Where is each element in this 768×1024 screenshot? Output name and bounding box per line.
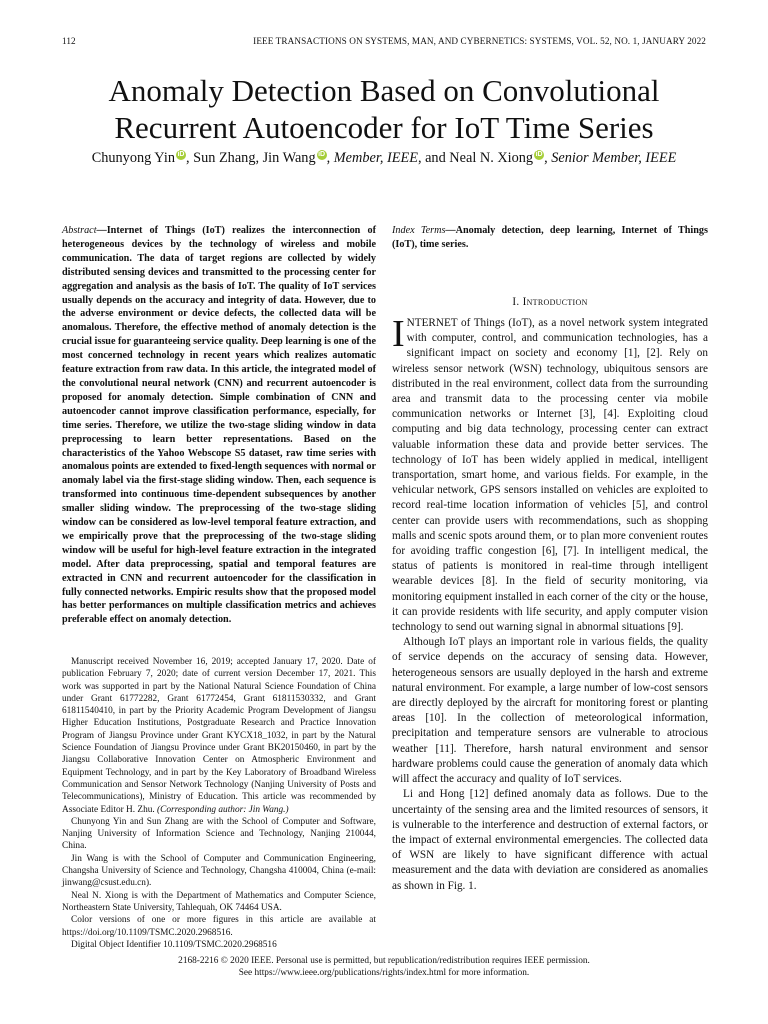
author-xiong: , and Neal N. Xiong <box>417 150 534 166</box>
abstract-text: —Internet of Things (IoT) realizes the interconnection of heterogeneous devices by the technology of wireless and mobile communication. The data of target regions are collected by widely distributed sensing devices and transmitted to the processing center for aggregation and analysis as the basis of IoT. The quality of IoT services usually depends on the accuracy and integrity of data. However, due to the adverse environment or device defects, the collected data will be anomalous. Therefore, the effective method of anomaly detection is the crucial issue for guaranteeing service quality. Deep learning is one of the most concerned technology in recent years which realizes automatic feature extraction from raw data. In this article, the integrated model of the convolutional neural network (CNN) and recurrent autoencoder is proposed for anomaly detection. Simple combination of CNN and autoencoder cannot improve classification performance, especially, for time series. Therefore, we utilize the two-stage sliding window in data preprocessing to learn better representations. Based on the characteristics of the Yahoo Webscope S5 dataset, raw time series with anomalous points are extended to fixed-length sequences with normal or anomaly label via the first-stage sliding window. Then, each sequence is transformed into continuous time-dependent subsequences by another smaller sliding window. The preprocessing of the two-stage sliding window can be considered as low-level temporal feature extraction, and we empirically prove that the preprocessing of the two-stage sliding window will be useful for high-level feature extraction in the integrated model. After data preprocessing, spatial and temporal features are extracted in CNN and recurrent autoencoder for the classification in fully connected networks. Empiric results show that the proposed model has better performances on multiple classification metrics and achieves preferable effect on anomaly detection. <box>62 225 376 626</box>
section-title: Introduction <box>522 296 588 308</box>
copyright-notice <box>62 955 706 980</box>
title-line-1: Anomaly Detection Based on Convolutional <box>108 73 660 108</box>
corresponding-author: (Corresponding author: Jin Wang.) <box>157 804 289 815</box>
footnote-affiliation-1: Chunyong Yin and Sun Zhang are with the School of Computer and Software, Nanjing University of Information Science and Technology, Nanjing 210044, China. <box>62 816 376 852</box>
running-header <box>62 36 706 50</box>
first-page-footnote <box>62 656 376 951</box>
introduction-body <box>392 313 708 894</box>
footnote-affiliation-2: Jin Wang is with the School of Computer and Communication Engineering, Changsha University of Science and Technology, Changsha 410004, China (e-mail: jinwang@csust.edu.cn). <box>62 853 376 889</box>
page-number: 112 <box>62 36 76 46</box>
author-list: Chunyong Yin iD , Sun Zhang, Jin Wang iD , Member, IEEE, and Neal N. Xiong iD , Senior Member, IEEE <box>91 150 677 166</box>
footnote-manuscript: Manuscript received November 16, 2019; accepted January 17, 2020. Date of publication February 7, 2020; date of current version December 17, 2021. This work was supported in part by the National Natural Science Foundation of China under Grant 61772282, Grant 61772454, Grant 61811530332, and Grant 61811540410, in part by the Priority Academic Program Development of Jiangsu Higher Education Institutions, Postgraduate Research and Practice Innovation Program of Jiangsu Province under Grant KYCX18_1032, in part by the Natural Science Foundation of Jiangsu Province under Grant BK20150460, in part by the Jiangsu Collaborative Innovation Center on Atmospheric Environment and Equipment Technology, and in part by the Key Laboratory of Broadband Wireless Communication and Sensor Network Technology (Nanjing University of Posts and Telecommunications), Ministry of Education. This article was recommended by Associate Editor H. Zhu. (Corresponding author: Jin Wang.) <box>62 657 376 815</box>
author-yin: Chunyong Yin <box>91 150 175 166</box>
abstract <box>62 224 376 627</box>
footnote-doi: Digital Object Identifier 10.1109/TSMC.2020.2968516 <box>71 939 277 950</box>
copyright-line-1: 2168-2216 © 2020 IEEE. Personal use is permitted, but republication/redistribution requires IEEE permission. <box>178 956 590 966</box>
intro-paragraph-1: INTERNET of Things (IoT), as a novel network system integrated with computer, control, and communication technologies, has a significant impact on society and economy [1], [2]. Rely on wireless sensor network (WSN) technology, ubiquitous sensors are distributed in the real environment, collect data from the surrounding area and transmit data to the processing center via mobile communication networks or Internet [3], [4]. Exploiting cloud computing and big data technology, processing center can extract valuable information these data and provide better services. The technology of IoT has been widely applied in medical, intelligent transportation, smart home, and various fields. For example, in the vehicular network, GPS sensors installed on vehicles are exploited to record real-time location information of vehicles [5], and control center can provide users with recommendations, such as shopping malls and scenic spots around them, or to plan more convenient routes for avoiding traffic congestion [6], [7]. In intelligent medical, the status of patients is monitored in real-time through intelligent wearable devices [8]. In the field of security monitoring, via monitoring equipment installed in each corner of the city or the house, it can provide residents with life security, and apply computer vision technology to send out warning signal in abnormal situations [9]. <box>392 313 708 634</box>
author-zhang-wang: , Sun Zhang, Jin Wang <box>185 150 316 166</box>
paper-title <box>40 72 728 146</box>
footnote-color-versions: Color versions of one or more figures in this article are available at https://doi.org/10.1109/TSMC.2020.2968516. <box>62 915 376 938</box>
orcid-icon[interactable]: iD <box>318 151 326 159</box>
index-terms <box>392 224 708 252</box>
intro-paragraph-3: Li and Hong [12] defined anomaly data as follows. Due to the uncertainty of the sensing area and the limited resources of sensors, it is vulnerable to the interference and destruction of external factors, or the impact of external environmental emergencies. The collected data of WSN are likely to have significant difference with actual measurement and the data with deviation are considered as anomalies as shown in Fig. 1. <box>392 788 708 892</box>
section-number: I. <box>512 296 523 308</box>
index-terms-label: Index Terms <box>392 225 446 236</box>
author-role-member: Member, IEEE <box>333 150 418 166</box>
orcid-icon[interactable]: iD <box>535 151 543 159</box>
footnote-affiliation-3: Neal N. Xiong is with the Department of Mathematics and Computer Science, Northeastern State University, Tahlequah, OK 74464 USA. <box>62 890 376 913</box>
intro-paragraph-2: Although IoT plays an important role in various fields, the quality of service depends on the accuracy of sensing data. However, heterogeneous sensors are usually deployed in the harsh and extreme natural environment. For example, a large number of low-cost sensors are directly deployed by the aircraft for monitoring forest or planting areas [10]. In the collection of meteorological information, precipitation and temperature sensors are vulnerable to atrocious weather [11]. Therefore, harsh natural environment and sensor hardware problems could cause the generation of anomaly data which will affect the accuracy and quality of IoT services. <box>392 636 708 786</box>
title-line-2: Recurrent Autoencoder for IoT Time Series <box>114 110 654 145</box>
drop-cap: I <box>392 313 405 355</box>
author-role-senior: Senior Member, IEEE <box>551 150 677 166</box>
journal-name: IEEE TRANSACTIONS ON SYSTEMS, MAN, AND CYBERNETICS: SYSTEMS, VOL. 52, NO. 1, JANUARY 2022 <box>253 36 706 46</box>
copyright-line-2: See https://www.ieee.org/publications/rights/index.html for more information. <box>238 968 530 979</box>
section-heading-introduction <box>392 296 708 308</box>
index-terms-text: —Anomaly detection, deep learning, Internet of Things (IoT), time series. <box>392 225 708 250</box>
orcid-icon[interactable]: iD <box>177 151 185 159</box>
abstract-label: Abstract <box>62 225 97 236</box>
